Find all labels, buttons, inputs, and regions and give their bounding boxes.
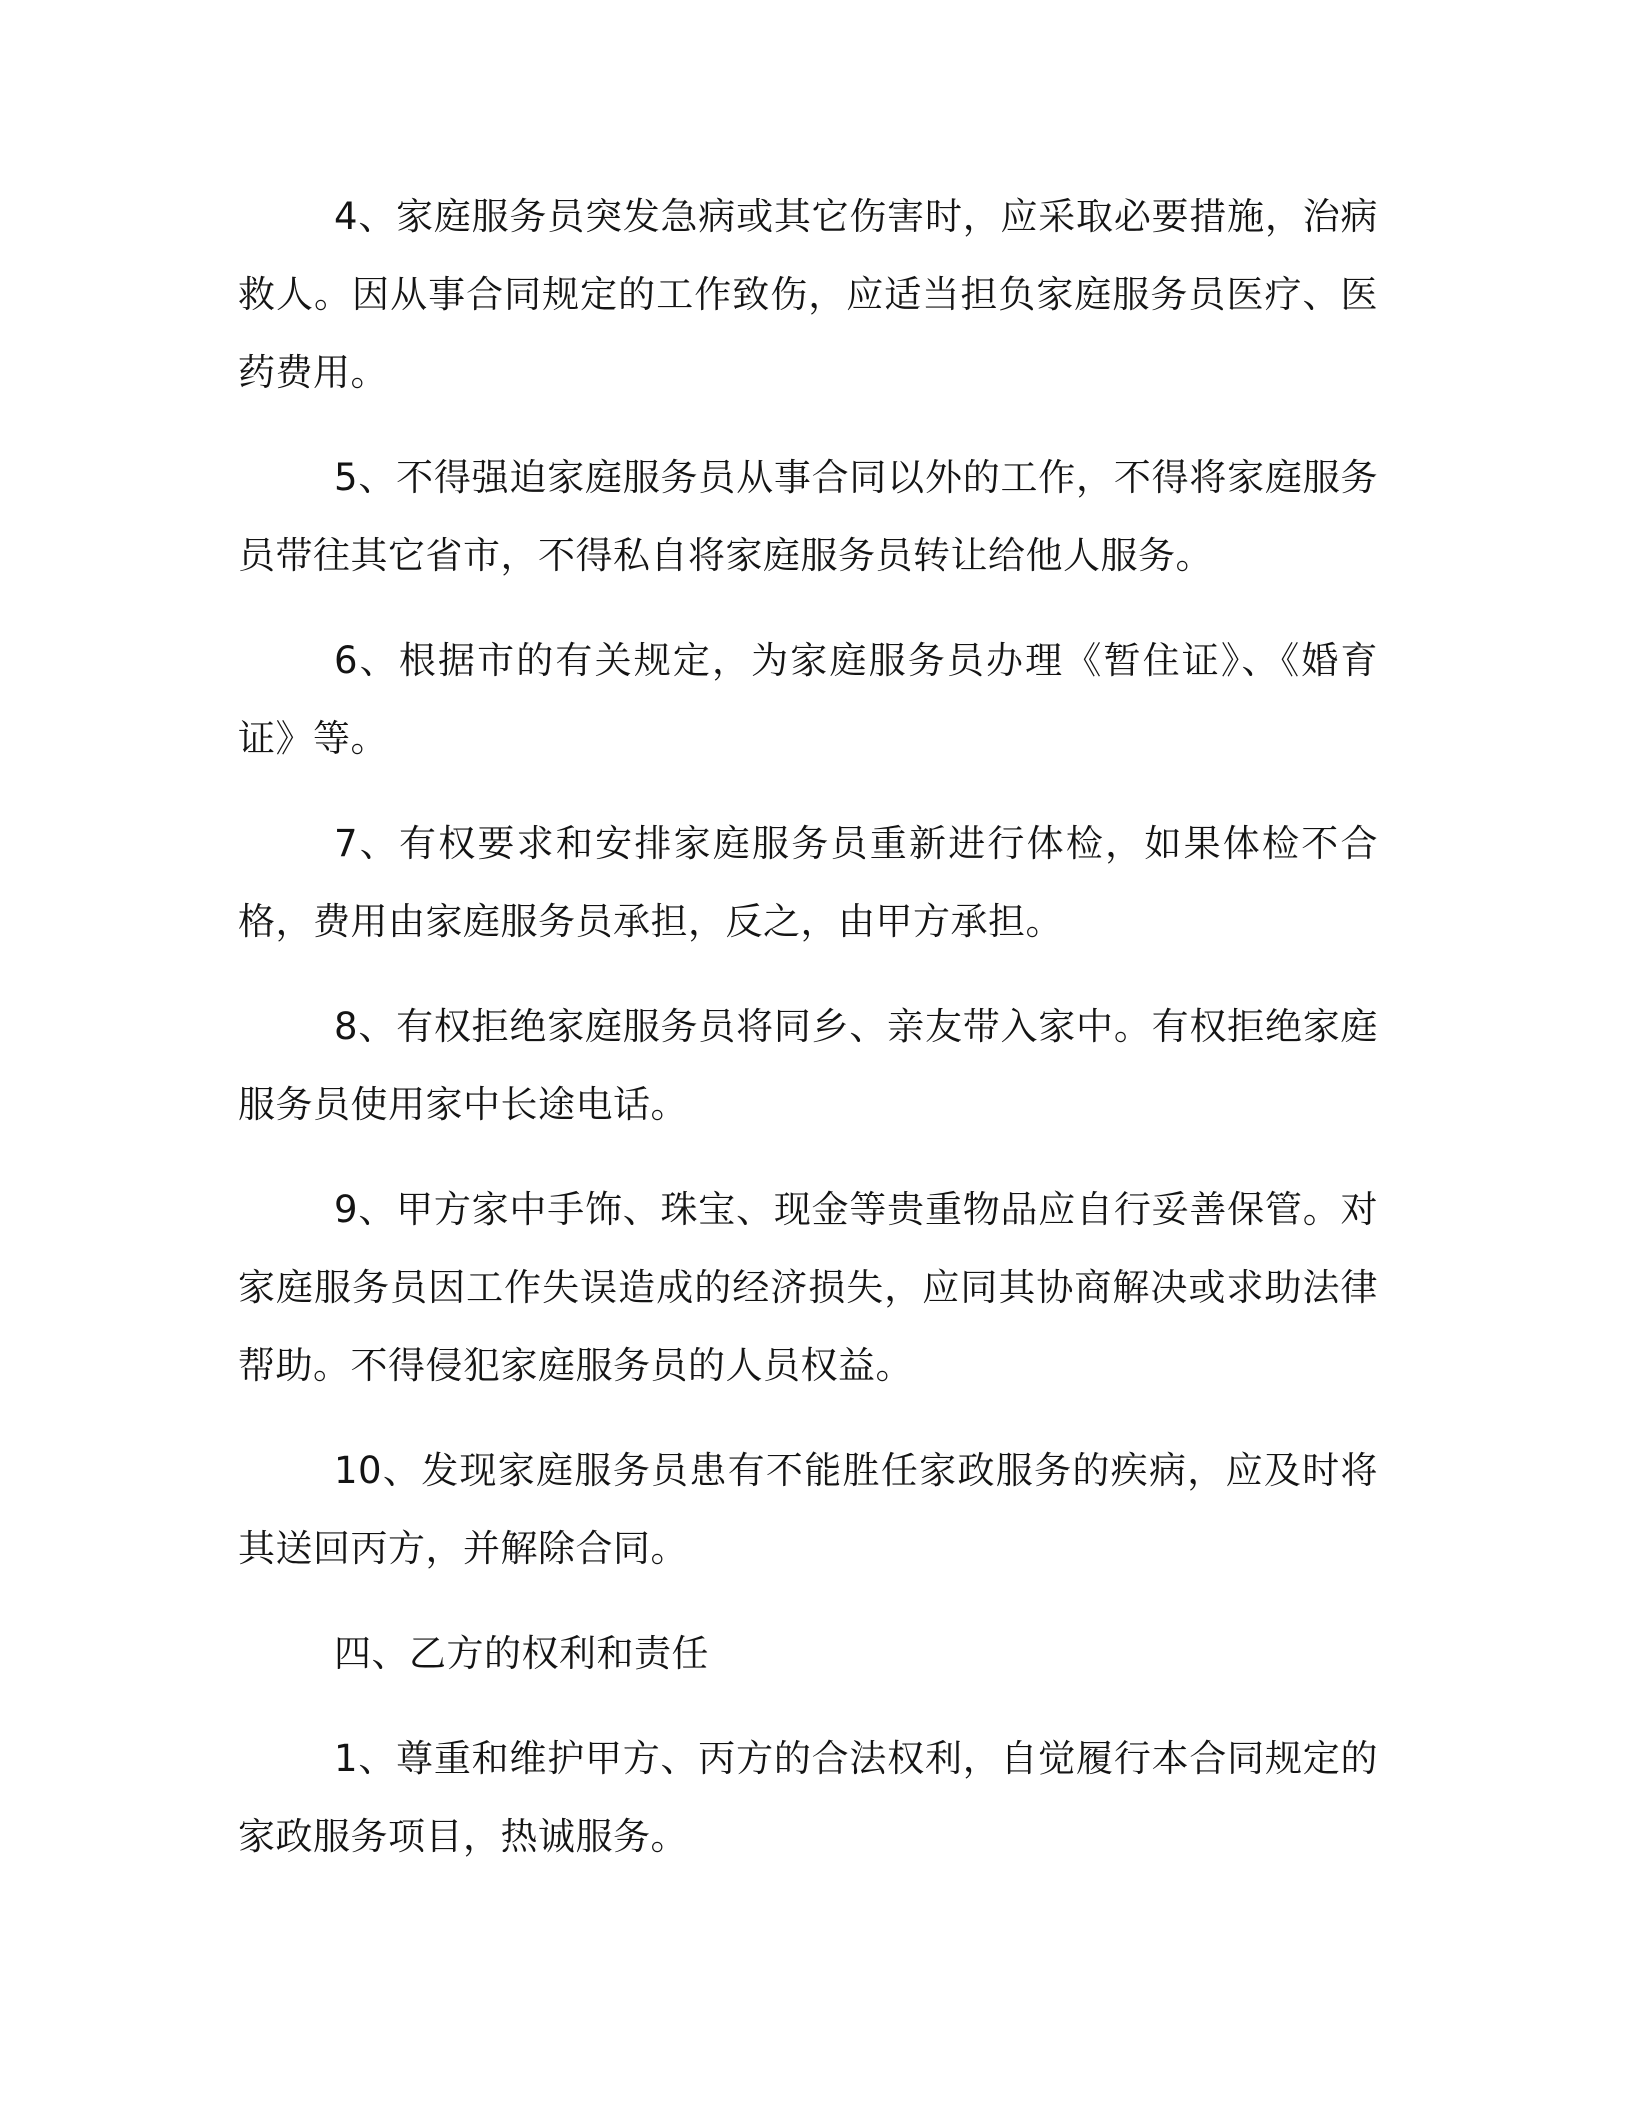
document-body bbox=[238, 178, 1378, 1903]
paragraph-item-6: 6、根据市的有关规定，为家庭服务员办理《暂住证》、《婚育证》等。 bbox=[238, 639, 1378, 760]
paragraph-item-7: 7、有权要求和安排家庭服务员重新进行体检，如果体检不合格，费用由家庭服务员承担，反之，由甲方承担。 bbox=[238, 822, 1378, 943]
paragraph-item-8: 8、有权拒绝家庭服务员将同乡、亲友带入家中。有权拒绝家庭服务员使用家中长途电话。 bbox=[238, 1005, 1378, 1126]
paragraph-item-10: 10、发现家庭服务员患有不能胜任家政服务的疾病，应及时将其送回丙方，并解除合同。 bbox=[238, 1449, 1378, 1570]
paragraph-item-9: 9、甲方家中手饰、珠宝、现金等贵重物品应自行妥善保管。对家庭服务员因工作失误造成的经济损失，应同其协商解决或求助法律帮助。不得侵犯家庭服务员的人员权益。 bbox=[238, 1188, 1378, 1387]
paragraph-item-1: 1、尊重和维护甲方、丙方的合法权利，自觉履行本合同规定的家政服务项目，热诚服务。 bbox=[238, 1737, 1378, 1858]
paragraph-item-4: 4、家庭服务员突发急病或其它伤害时，应采取必要措施，治病救人。因从事合同规定的工作致伤，应适当担负家庭服务员医疗、医药费用。 bbox=[238, 195, 1378, 394]
paragraph-item-5: 5、不得强迫家庭服务员从事合同以外的工作，不得将家庭服务员带往其它省市，不得私自将家庭服务员转让给他人服务。 bbox=[238, 456, 1378, 577]
section-heading: 四、乙方的权利和责任 bbox=[334, 1632, 709, 1675]
